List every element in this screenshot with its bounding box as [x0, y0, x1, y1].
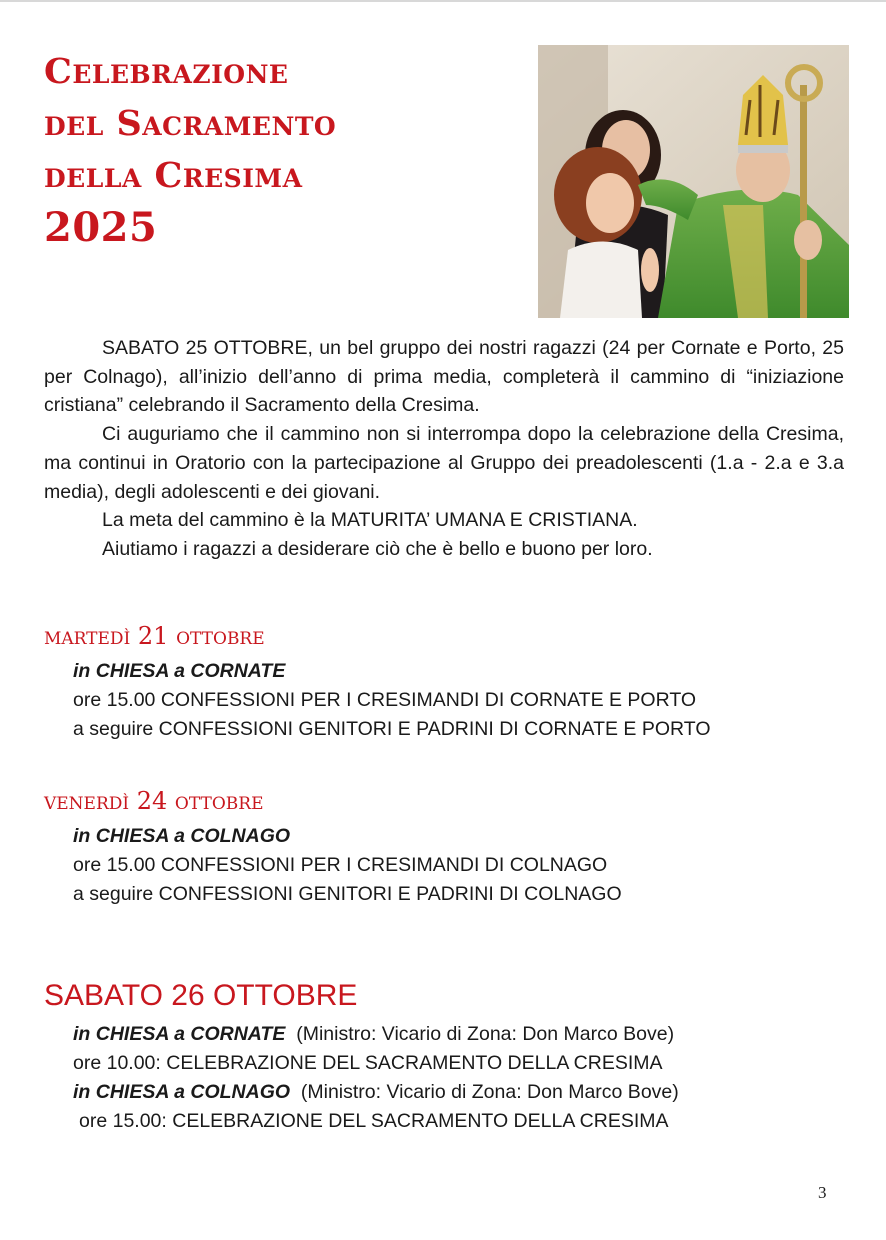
schedule-friday — [73, 822, 853, 909]
confirmation-photo — [538, 45, 849, 318]
schedule-line: ore 10.00: CELEBRAZIONE DEL SACRAMENTO DELLA CRESIMA — [73, 1052, 663, 1074]
intro-text — [44, 334, 844, 564]
title-line-3: della Cresima — [44, 155, 303, 196]
schedule-saturday — [73, 1020, 853, 1136]
schedule-line: ore 15.00 CONFESSIONI PER I CRESIMANDI DI CORNATE E PORTO — [73, 689, 697, 711]
title-line-1: Celebrazione — [44, 51, 289, 92]
minister-note: (Ministro: Vicario di Zona: Don Marco Bove) — [300, 1081, 679, 1103]
intro-paragraph-3: La meta del cammino è la MATURITA’ UMANA E CRISTIANA. — [102, 509, 638, 532]
church-name: in CHIESA a CORNATE — [73, 660, 286, 682]
section-heading-friday: venerdì 24 ottobre — [44, 787, 264, 815]
minister-note: (Ministro: Vicario di Zona: Don Marco Bove) — [296, 1023, 675, 1045]
schedule-line: ore 15.00: CELEBRAZIONE DEL SACRAMENTO DELLA CRESIMA — [79, 1110, 669, 1132]
intro-paragraph-4: Aiutiamo i ragazzi a desiderare ciò che è bello e buono per loro. — [102, 537, 653, 560]
top-rule — [0, 0, 886, 2]
section-heading-saturday: SABATO 26 OTTOBRE — [44, 979, 358, 1012]
title-line-2: del Sacramento — [44, 103, 337, 144]
page-title — [44, 46, 514, 254]
colnago-line — [73, 1078, 853, 1107]
section-heading-tuesday: martedì 21 ottobre — [44, 622, 265, 650]
schedule-line: a seguire CONFESSIONI GENITORI E PADRINI DI CORNATE E PORTO — [73, 718, 711, 740]
title-year: 2025 — [44, 204, 158, 251]
cornate-line — [73, 1020, 853, 1049]
church-name: in CHIESA a COLNAGO — [73, 825, 291, 847]
schedule-tuesday — [73, 657, 853, 744]
intro-paragraph-1: SABATO 25 OTTOBRE, un bel gruppo dei nostri ragazzi (24 per Cornate e Porto, 25 per Colnago), all’inizio dell’anno di prima media, completerà il cammino di “iniziazione cristiana” celebrando il Sacramento della Cresima. — [44, 337, 844, 417]
church-name: in CHIESA a CORNATE — [73, 1023, 286, 1045]
schedule-line: ore 15.00 CONFESSIONI PER I CRESIMANDI DI COLNAGO — [73, 854, 608, 876]
schedule-line: a seguire CONFESSIONI GENITORI E PADRINI DI COLNAGO — [73, 883, 622, 905]
intro-paragraph-2: Ci auguriamo che il cammino non si interrompa dopo la celebrazione della Cresima, ma continui in Oratorio con la partecipazione al Gruppo dei preadolescenti (1.a - 2.a e 3.a media), degli adolescenti e dei giovani. — [44, 423, 844, 503]
church-name: in CHIESA a COLNAGO — [73, 1081, 291, 1103]
page-number: 3 — [818, 1183, 827, 1202]
